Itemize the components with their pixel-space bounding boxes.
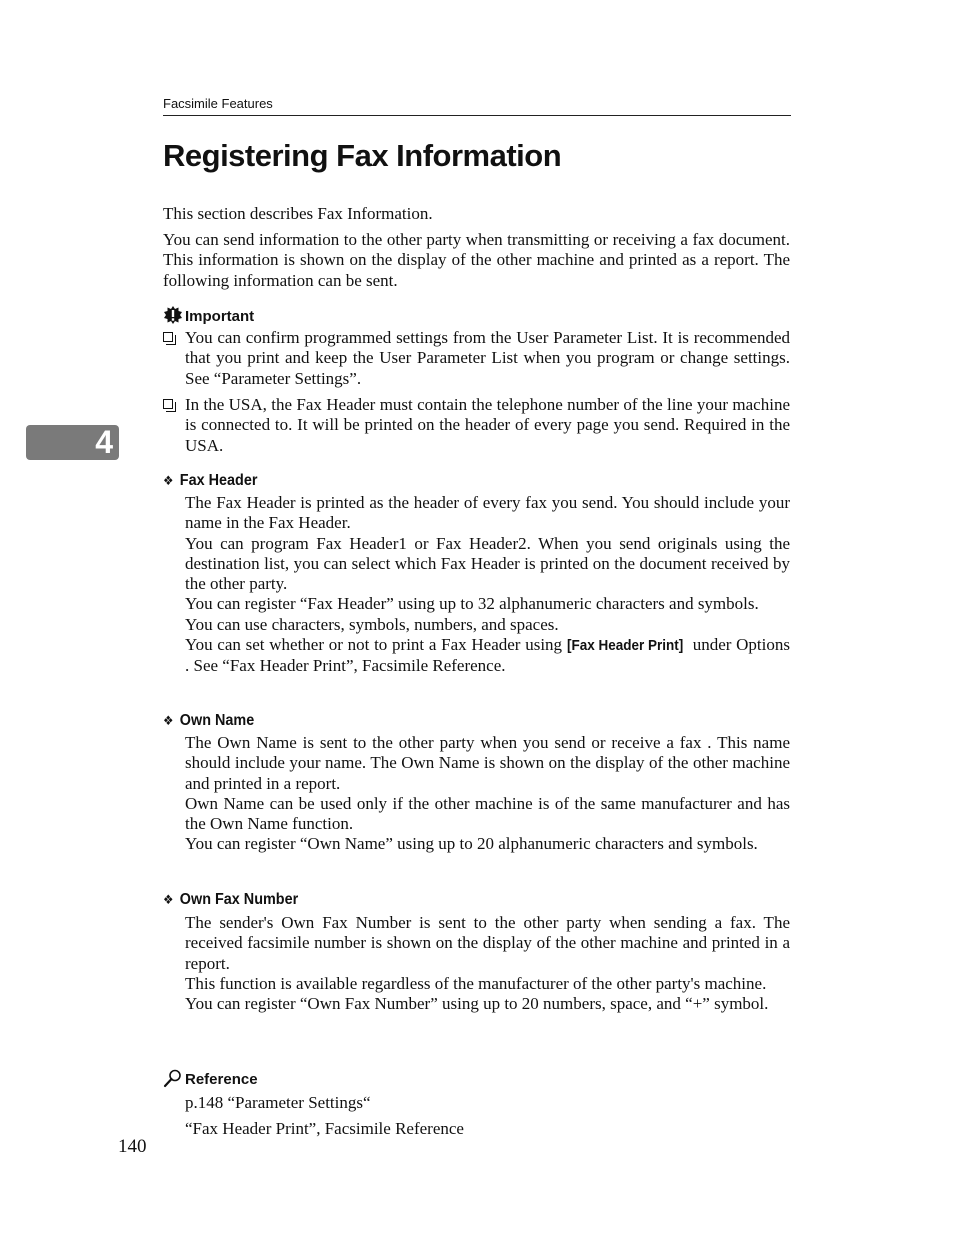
fax-header-paragraph: You can program Fax Header1 or Fax Header2. When you send originals using the destination list, you can select which Fax Header is printed on the document received by the other party. (185, 533, 790, 594)
fax-header-paragraph: You can register “Fax Header” using up to 32 alphanumeric characters and symbols. (185, 594, 759, 614)
reference-item-1[interactable]: p.148 “Parameter Settings“ (185, 1093, 371, 1112)
own-name-heading (163, 712, 254, 730)
diamond-bullet-icon: ❖ (163, 893, 174, 908)
own-name-paragraph: Own Name can be used only if the other machine is of the same manufacturer and has the Own Name function. (185, 793, 790, 834)
fax-header-paragraph: The Fax Header is printed as the header of every fax you send. You should include your name in the Fax Header. (185, 493, 790, 533)
fax-header-heading-label: Fax Header (179, 472, 258, 489)
own-fax-number-body (185, 913, 790, 1014)
fax-header-print-key: [Fax Header Print] (566, 637, 684, 655)
fax-header-body (185, 493, 790, 677)
chapter-number: 4 (95, 424, 113, 460)
important-item-text: You can confirm programmed settings from the User Parameter List. It is recommended that you print and keep the User Parameter List when you program or change settings. See “Parameter Settings”. (185, 328, 790, 388)
own-name-heading-label: Own Name (179, 712, 255, 729)
fax-header-print-post: under Options . See “Fax Header Print”, Facsimile Reference. (185, 635, 790, 676)
own-name-paragraph: The Own Name is sent to the other party when you send or receive a fax . This name should include your name. The Own Name is shown on the display of the other machine and printed in a report. (185, 733, 790, 793)
own-fax-number-heading (163, 891, 298, 909)
own-fax-number-heading-label: Own Fax Number (179, 891, 299, 908)
page-title: Registering Fax Information (163, 138, 562, 173)
reference-item-2[interactable]: “Fax Header Print”, Facsimile Reference (185, 1119, 464, 1138)
reference-icon (163, 1068, 183, 1088)
fax-header-print-pre: You can set whether or not to print a Fax Header using (185, 635, 563, 655)
reference-heading (163, 1068, 258, 1088)
own-fax-number-paragraph: You can register “Own Fax Number” using up to 20 numbers, space, and “+” symbol. (185, 994, 769, 1014)
important-icon (163, 305, 183, 325)
intro-paragraph-1: This section describes Fax Information. (163, 204, 433, 223)
own-name-body (185, 733, 790, 855)
important-heading (163, 305, 254, 325)
running-head: Facsimile Features (163, 96, 273, 111)
fax-header-paragraph: You can use characters, symbols, numbers, and spaces. (185, 614, 559, 634)
diamond-bullet-icon: ❖ (163, 714, 174, 729)
fax-header-paragraph (185, 635, 790, 677)
chapter-tab (26, 425, 119, 460)
intro-paragraph-2: You can send information to the other party when transmitting or receiving a fax document. This information is shown on the display of the other machine and printed as a report. The following information can be sent. (163, 230, 790, 290)
important-item-2 (163, 395, 790, 456)
reference-label: Reference (185, 1071, 258, 1088)
important-label: Important (185, 308, 255, 325)
important-item-text: In the USA, the Fax Header must contain the telephone number of the line your machine is connected to. It will be printed on the header of every page you send. Required in the USA. (185, 395, 790, 455)
diamond-bullet-icon: ❖ (163, 474, 174, 489)
page-number: 140 (118, 1136, 147, 1157)
own-fax-number-paragraph: This function is available regardless of the manufacturer of the other party's machine. (185, 973, 767, 993)
header-rule (163, 115, 791, 116)
important-item-1 (163, 328, 790, 389)
own-name-paragraph: You can register “Own Name” using up to 20 alphanumeric characters and symbols. (185, 834, 758, 854)
own-fax-number-paragraph: The sender's Own Fax Number is sent to the other party when sending a fax. The received facsimile number is shown on the display of the other machine and printed in a report. (185, 913, 790, 973)
checkbox-bullet-icon (163, 399, 173, 409)
checkbox-bullet-icon (163, 332, 173, 342)
fax-header-heading (163, 472, 257, 490)
